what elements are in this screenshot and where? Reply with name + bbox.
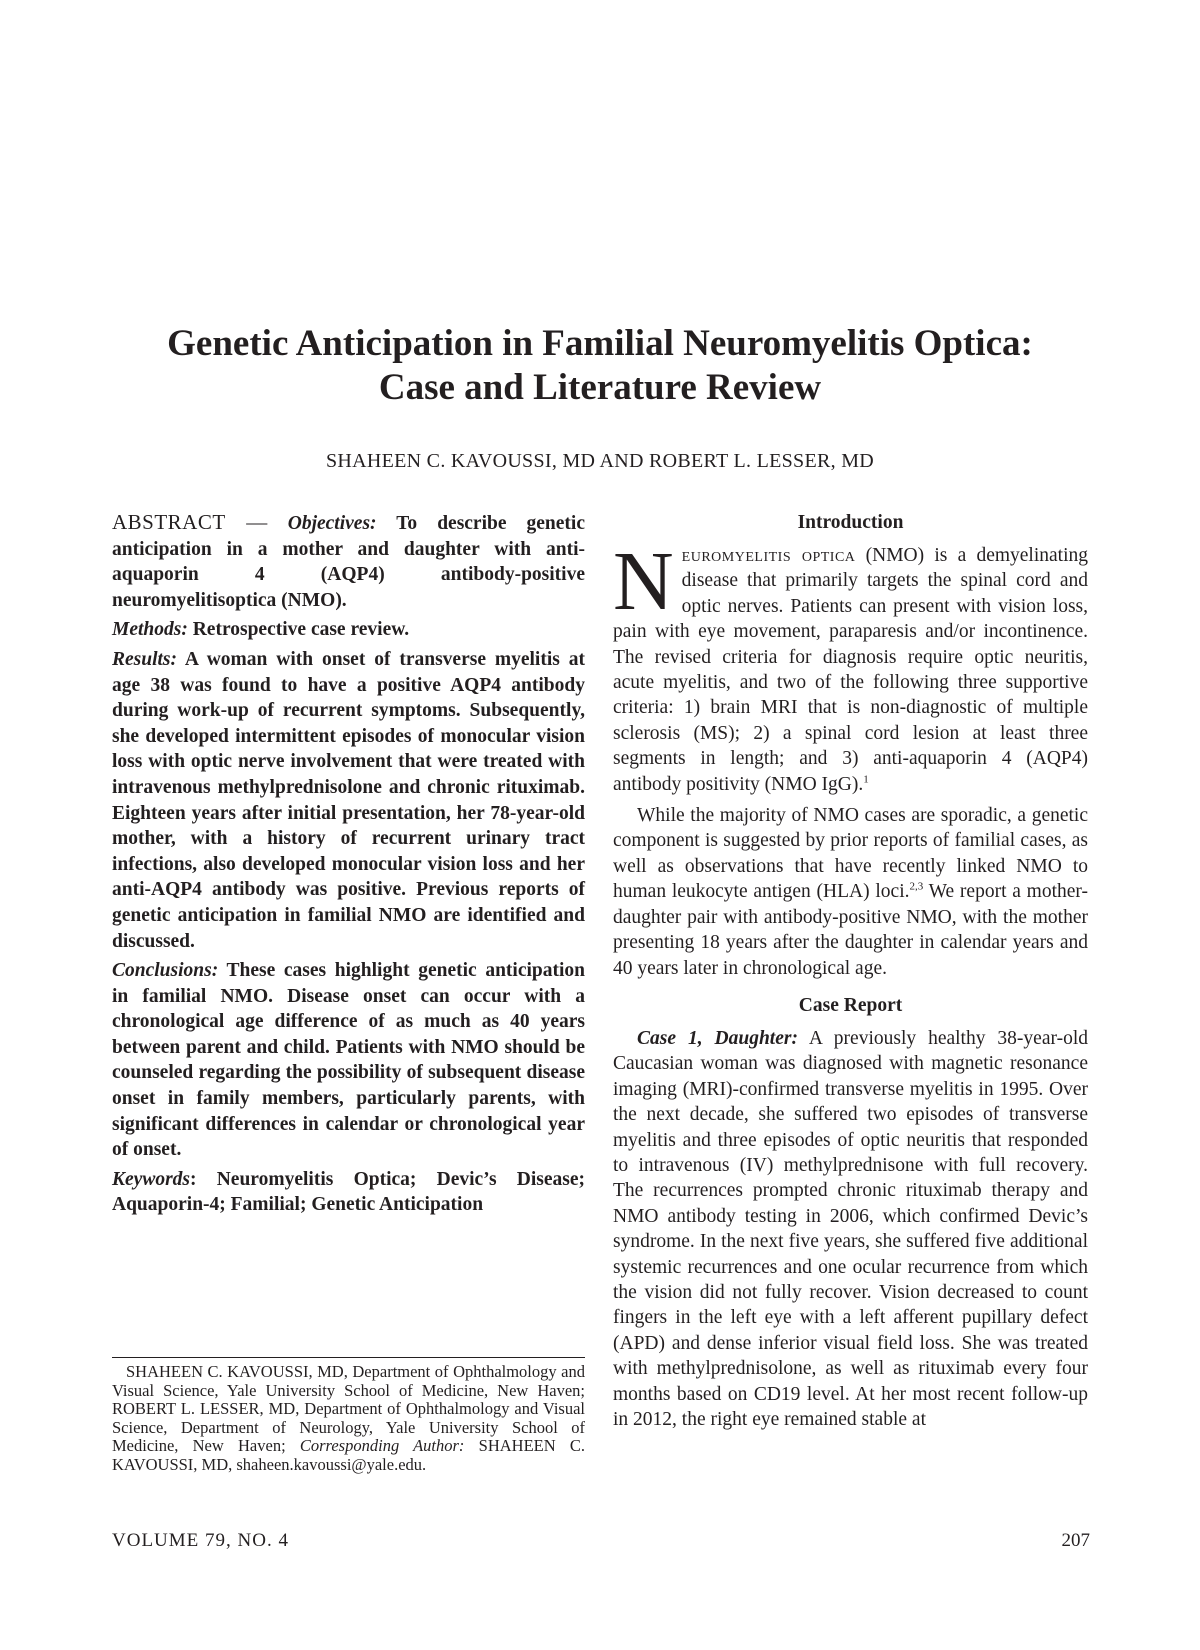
body-column xyxy=(613,510,1088,1438)
corresponding-text: SHAHEEN C. KAVOUSSI, MD, shaheen.kavoussi@yale.edu. xyxy=(112,1436,585,1474)
intro-p2-end: We report a mother-daughter pair with antibody-positive NMO, with the mother presenting 18 years after the daughter in calendar years and 40 years later in chronological age. xyxy=(613,881,1089,979)
ref-2-3: 2,3 xyxy=(909,880,924,893)
intro-smallcaps: euromyelitis optica xyxy=(681,545,856,566)
footnote-divider xyxy=(112,1357,585,1358)
corresponding-label: Corresponding Author: xyxy=(299,1436,465,1455)
abstract-keywords xyxy=(112,1167,585,1218)
page-number: 207 xyxy=(1061,1530,1090,1551)
abstract-heading: ABSTRACT — xyxy=(112,510,268,534)
intro-paragraph-2 xyxy=(613,803,1088,981)
introduction-heading: Introduction xyxy=(797,512,904,533)
intro-paragraph-1 xyxy=(613,535,1088,797)
volume-footer: VOLUME 79, NO. 4 xyxy=(112,1530,289,1551)
footnote-text: SHAHEEN C. KAVOUSSI, MD, Department of Ophthalmology and Visual Science, Yale University School of Medicine, New Haven; ROBERT L. LESSER, MD, Department of Ophthalmology and Visual Science, Department of Neurology, Yale University School of Medicine, New Haven; xyxy=(112,1362,585,1455)
results-text: A woman with onset of transverse myelitis at age 38 was found to have a positive AQP4 antibody during work-up of recurrent symptoms. Subsequently, she developed intermittent episodes of monocular vision loss with optic nerve involvement that were treated with intravenous methylprednisolone and chronic rituximab. Eighteen years after initial presentation, her 78-year-old mother, with a history of recurrent urinary tract infections, also developed monocular vision loss and her anti-AQP4 antibody was positive. Previous reports of genetic anticipation in familial NMO are identified and discussed. xyxy=(112,648,585,952)
case-1-paragraph xyxy=(613,1026,1088,1433)
drop-cap: N xyxy=(613,535,674,628)
abstract-column xyxy=(112,510,585,1222)
abstract-objectives xyxy=(112,510,585,613)
author-affiliation-footnote xyxy=(112,1363,585,1474)
conclusions-label: Conclusions: xyxy=(112,960,219,982)
ref-1: 1 xyxy=(863,773,869,786)
abstract-conclusions xyxy=(112,958,585,1163)
keywords-label: Keywords xyxy=(112,1168,190,1190)
objectives-text: To describe genetic anticipation in a mother and daughter with anti-aquaporin 4 (AQP4) antibody-positive neuromyelitisoptica (NMO). xyxy=(112,513,585,611)
case-1-label: Case 1, Daughter: xyxy=(637,1027,798,1049)
abstract-methods xyxy=(112,617,585,643)
objectives-label: Objectives: xyxy=(287,513,377,534)
case-report-heading: Case Report xyxy=(798,994,903,1016)
results-label: Results: xyxy=(112,648,178,670)
abstract-results xyxy=(112,647,585,954)
author-line: SHAHEEN C. KAVOUSSI, MD AND ROBERT L. LESSER, MD xyxy=(325,450,875,472)
article-title xyxy=(100,322,1100,410)
case-1-text: A previously healthy 38-year-old Caucasian woman was diagnosed with magnetic resonance imaging (MRI)-confirmed transverse myelitis in 1995. Over the next decade, she suffered two episodes of transverse myelitis and three episodes of optic neuritis that responded to intravenous (IV) methylprednisone with full recovery. The recurrences prompted chronic rituximab therapy and NMO antibody testing in 2006, which confirmed Devic’s syndrome. In the next five years, she suffered five additional systemic recurrences and one ocular recurrence from which the vision did not fully recover. Vision decreased to count fingers in the left eye with a left afferent pupillary defect (APD) and dense inferior visual field loss. She was treated with methylprednisolone, as well as rituximab every four months based on CD19 level. At her most recent follow-up in 2012, the right eye remained stable at xyxy=(613,1027,1088,1430)
intro-p1-text: (NMO) is a demyelinating disease that primarily targets the spinal cord and optic nerves. Patients can present with vision loss, pain with eye movement, paraparesis and/or incontinence. The revised criteria for diagnosis require optic neuritis, acute myelitis, and two of the following three supportive criteria: 1) brain MRI that is non-diagnostic of multiple sclerosis (MS); 2) a spinal cord lesion at least three segments in length; and 3) anti-aquaporin 4 (AQP4) antibody positivity (NMO IgG). xyxy=(613,545,1088,795)
intro-p2-text: While the majority of NMO cases are sporadic, a genetic component is suggested by prior reports of familial cases, as well as observations that have recently linked NMO to human leukocyte antigen (HLA) loci. xyxy=(613,805,1088,903)
conclusions-text: These cases highlight genetic anticipation in familial NMO. Disease onset can occur with a chronological age difference of as much as 40 years between parent and child. Patients with NMO should be counseled regarding the possibility of subsequent disease onset in family members, particularly parents, with significant differences in calendar or chronological year of onset. xyxy=(112,960,585,1161)
keywords-text: : Neuromyelitis Optica; Devic’s Disease; Aquaporin-4; Familial; Genetic Anticipation xyxy=(112,1168,585,1216)
methods-label: Methods: xyxy=(112,619,188,641)
title-line-1: Genetic Anticipation in Familial Neuromyelitis Optica: xyxy=(167,323,1033,364)
methods-text: Retrospective case review. xyxy=(192,619,410,641)
title-line-2: Case and Literature Review xyxy=(378,367,822,408)
